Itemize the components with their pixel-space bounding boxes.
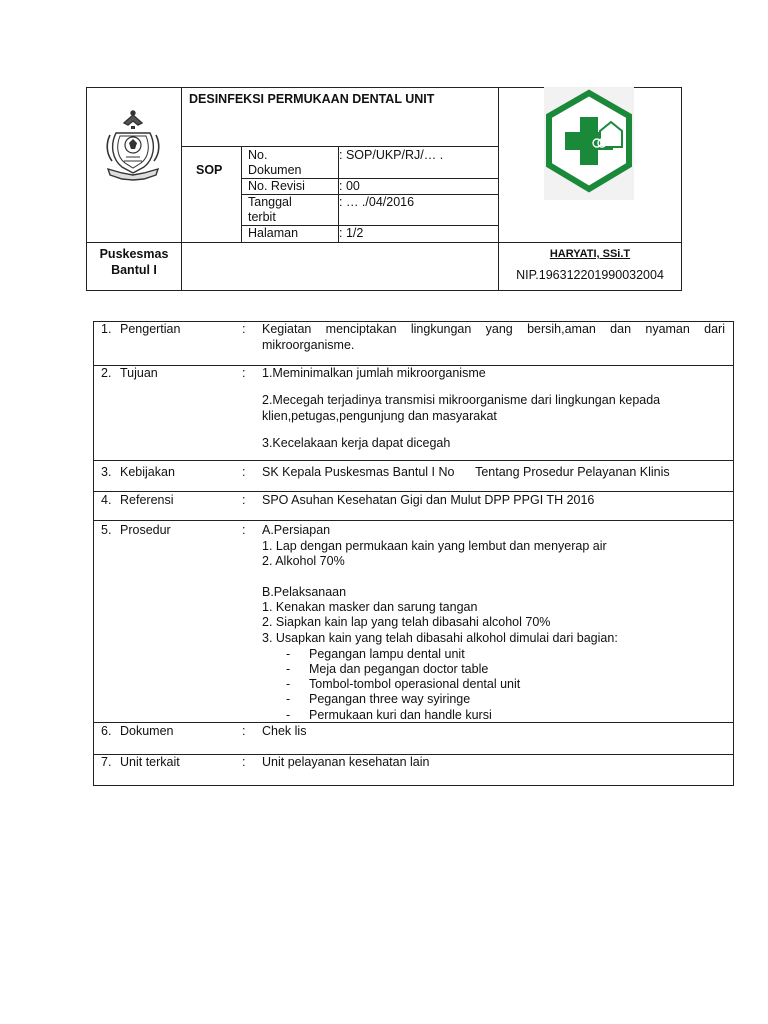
divider <box>181 146 498 147</box>
bullet-item: Pegangan three way syiringe <box>309 692 471 706</box>
divider <box>94 520 733 521</box>
section-label: Prosedur <box>120 523 171 537</box>
section-text: mikroorganisme. <box>262 338 355 352</box>
bullet-mark: - <box>286 647 291 661</box>
field-label-no-revisi: No. Revisi <box>248 179 305 193</box>
section-text: A.Persiapan <box>262 523 331 537</box>
signer-nip: NIP.196312201990032004 <box>516 268 664 282</box>
divider <box>94 491 733 492</box>
section-text: Chek lis <box>262 724 307 738</box>
section-text: 3. Usapkan kain yang telah dibasahi alkohol dimulai dari bagian: <box>262 631 618 645</box>
bullet-item: Meja dan pegangan doctor table <box>309 662 489 676</box>
field-value-no-dokumen: : SOP/UKP/RJ/… . <box>339 148 444 162</box>
bullet-mark: - <box>286 677 291 691</box>
section-label: Unit terkait <box>120 755 180 769</box>
section-colon: : <box>242 523 246 537</box>
section-colon: : <box>242 724 246 738</box>
org-name-line1: Puskesmas <box>99 247 169 261</box>
section-number: 3. <box>101 465 112 479</box>
section-label: Dokumen <box>120 724 174 738</box>
section-text: B.Pelaksanaan <box>262 585 347 599</box>
section-number: 6. <box>101 724 112 738</box>
field-value-no-revisi: : 00 <box>339 179 360 193</box>
section-colon: : <box>242 755 246 769</box>
section-text: Unit pelayanan kesehatan lain <box>262 755 430 769</box>
bullet-mark: - <box>286 708 291 722</box>
section-text: SPO Asuhan Kesehatan Gigi dan Mulut DPP PPGI TH 2016 <box>262 493 595 507</box>
section-text: 3.Kecelakaan kerja dapat dicegah <box>262 436 451 450</box>
field-label-halaman: Halaman <box>248 226 299 240</box>
section-text: Kegiatan menciptakan lingkungan yang bersih,aman dan nyaman dari <box>262 322 725 336</box>
field-label-no-dokumen-2: Dokumen <box>248 163 302 177</box>
section-number: 4. <box>101 493 112 507</box>
field-label-tanggal-2: terbit <box>248 210 276 224</box>
signer-name: HARYATI, SSi.T <box>549 248 631 260</box>
document-title: DESINFEKSI PERMUKAAN DENTAL UNIT <box>189 92 435 106</box>
section-number: 2. <box>101 366 112 380</box>
section-colon: : <box>242 493 246 507</box>
section-text: 2. Alkohol 70% <box>262 554 345 568</box>
section-number: 7. <box>101 755 112 769</box>
field-value-halaman: : 1/2 <box>339 226 364 240</box>
bullet-item: Permukaan kuri dan handle kursi <box>309 708 492 722</box>
section-label: Tujuan <box>120 366 158 380</box>
section-text: 2. Siapkan kain lap yang telah dibasahi alcohol 70% <box>262 615 551 629</box>
section-label: Referensi <box>120 493 174 507</box>
section-text: SK Kepala Puskesmas Bantul I No Tentang Prosedur Pelayanan Klinis <box>262 465 670 479</box>
section-text: 1.Meminimalkan jumlah mikroorganisme <box>262 366 486 380</box>
divider <box>87 242 682 243</box>
field-label-no-dokumen: No. <box>248 148 268 162</box>
section-text: 1. Lap dengan permukaan kain yang lembut dan menyerap air <box>262 539 607 553</box>
section-text: klien,petugas,pengunjung dan masyarakat <box>262 409 497 423</box>
section-colon: : <box>242 322 246 336</box>
org-name-line2: Bantul I <box>111 263 157 277</box>
section-number: 5. <box>101 523 112 537</box>
sop-label: SOP <box>196 163 223 177</box>
section-number: 1. <box>101 322 112 336</box>
section-colon: : <box>242 366 246 380</box>
bullet-item: Pegangan lampu dental unit <box>309 647 465 661</box>
puskesmas-logo-icon <box>544 87 634 200</box>
section-text: 1. Kenakan masker dan sarung tangan <box>262 600 478 614</box>
section-colon: : <box>242 465 246 479</box>
divider <box>94 460 733 461</box>
section-label: Kebijakan <box>120 465 175 479</box>
regency-emblem-icon <box>102 109 164 183</box>
section-text: 2.Mecegah terjadinya transmisi mikroorganisme dari lingkungan kepada <box>262 393 661 407</box>
divider <box>181 88 182 291</box>
field-label-tanggal: Tanggal <box>248 195 292 209</box>
field-value-tanggal: : … ./04/2016 <box>339 195 415 209</box>
bullet-item: Tombol-tombol operasional dental unit <box>309 677 521 691</box>
section-label: Pengertian <box>120 322 181 336</box>
bullet-mark: - <box>286 692 291 706</box>
bullet-mark: - <box>286 662 291 676</box>
